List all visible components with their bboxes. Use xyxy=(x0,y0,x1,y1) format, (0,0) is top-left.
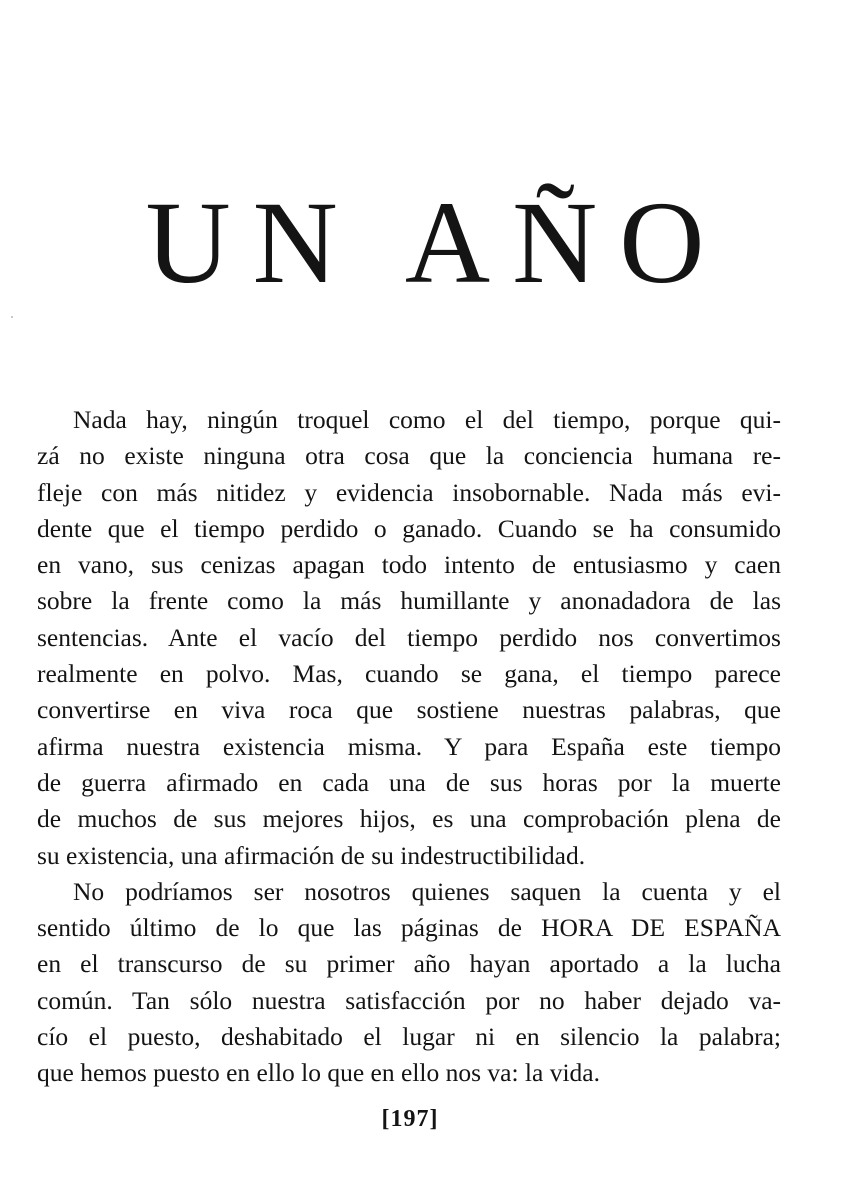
text-line: afirma nuestra existencia misma. Y para España este tiempo xyxy=(37,731,781,761)
paper-speck xyxy=(11,316,13,318)
text-line: de guerra afirmado en cada una de sus horas por la muerte xyxy=(37,767,781,797)
text-line: sentencias. Ante el vacío del tiempo perdido nos convertimos xyxy=(37,622,781,652)
text-line: común. Tan sólo nuestra satisfacción por no haber dejado va- xyxy=(37,985,781,1015)
text-line: sentido último de lo que las páginas de HORA DE ESPAÑA xyxy=(37,913,781,943)
text-line: su existencia, una afirmación de su indestructibilidad. xyxy=(37,840,586,870)
text-line: realmente en polvo. Mas, cuando se gana, el tiempo parece xyxy=(37,659,781,689)
paragraph-1 xyxy=(37,402,781,874)
page-number: [197] xyxy=(381,1106,439,1132)
text-line: que hemos puesto en ello lo que en ello nos va: la vida. xyxy=(37,1058,600,1088)
text-line: fleje con más nitidez y evidencia insobornable. Nada más evi- xyxy=(37,477,781,507)
text-line: en el transcurso de su primer año hayan aportado a la lucha xyxy=(37,949,781,979)
text-line: dente que el tiempo perdido o ganado. Cuando se ha consumido xyxy=(37,513,781,543)
text-line: cío el puesto, deshabitado el lugar ni en silencio la palabra; xyxy=(37,1022,781,1052)
text-line: Nada hay, ningún troquel como el del tiempo, porque qui- xyxy=(73,405,781,434)
text-line: zá no existe ninguna otra cosa que la conciencia humana re- xyxy=(37,441,781,471)
chapter-title: UN AÑO xyxy=(145,177,727,308)
body-text xyxy=(37,402,781,1092)
text-line: de muchos de sus mejores hijos, es una comprobación plena de xyxy=(37,804,781,834)
text-line: sobre la frente como la más humillante y anonadadora de las xyxy=(37,586,781,616)
text-line: No podríamos ser nosotros quienes saquen la cuenta y el xyxy=(73,876,781,906)
paragraph-2 xyxy=(37,874,781,1092)
text-line: convertirse en viva roca que sostiene nuestras palabras, que xyxy=(37,695,781,725)
text-line: en vano, sus cenizas apagan todo intento de entusiasmo y caen xyxy=(37,550,781,580)
